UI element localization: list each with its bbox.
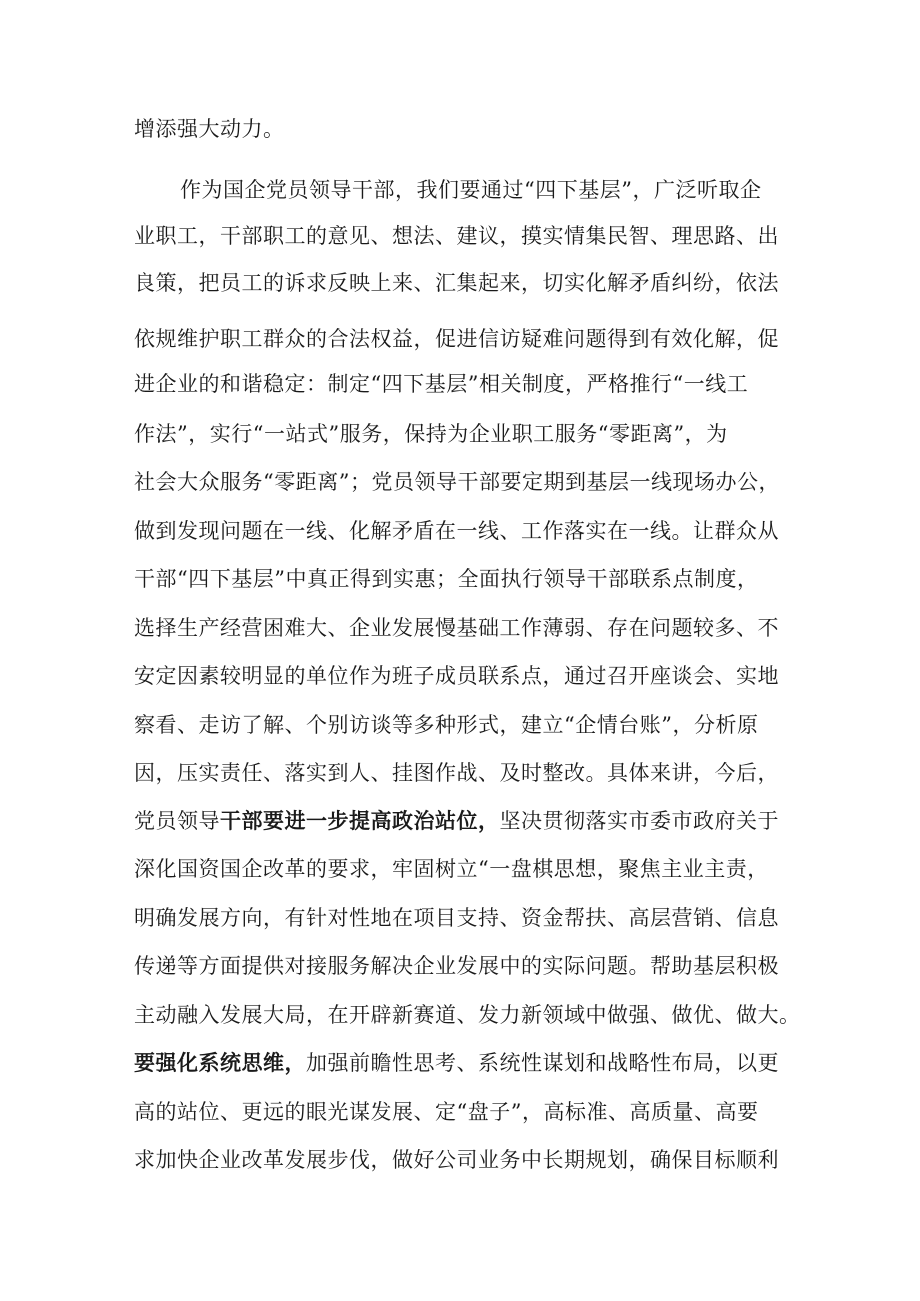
text-line: 良策，把员工的诉求反映上来、汇集起来，切实化解矛盾纠纷，依法	[134, 271, 779, 295]
text-run: 坚决贯彻落实市委市政府关于	[499, 809, 779, 833]
text-line: 安定因素较明显的单位作为班子成员联系点，通过召开座谈会、实地	[134, 664, 779, 688]
text-line: 察看、走访了解、个别访谈等多种形式，建立“企情台账”，分析原	[134, 713, 759, 737]
text-line: 干部“四下基层”中真正得到实惠；全面执行领导干部联系点制度，	[134, 567, 759, 591]
text-line: 业职工，干部职工的意见、想法、建议，摸实情集民智、理思路、出	[134, 224, 779, 248]
text-line: 明确发展方向，有针对性地在项目支持、资金帮扶、高层营销、信息	[134, 906, 779, 930]
text-line: 增添强大动力。	[134, 117, 285, 141]
text-line: 做到发现问题在一线、化解矛盾在一线、工作落实在一线。让群众从	[134, 519, 779, 543]
text-line: 求加快企业改革发展步伐，做好公司业务中长期规划，确保目标顺利	[134, 1148, 779, 1172]
bold-heading-run: 要强化系统思维，	[134, 1051, 306, 1075]
text-line: 进企业的和谐稳定：制定“四下基层”相关制度，严格推行“一线工	[134, 372, 749, 396]
text-line: 深化国资国企改革的要求，牢固树立“一盘棋思想，聚焦主业主责，	[134, 857, 769, 881]
text-line: 依规维护职工群众的合法权益，促进信访疑难问题得到有效化解，促	[134, 327, 779, 351]
text-run: 加强前瞻性思考、系统性谋划和战略性布局，以更	[306, 1051, 779, 1075]
text-line: 传递等方面提供对接服务解决企业发展中的实际问题。帮助基层积极	[134, 954, 779, 978]
text-line: 作法”，实行“一站式”服务，保持为企业职工服务“零距离”，为	[134, 422, 728, 446]
bold-heading-run: 干部要进一步提高政治站位，	[220, 809, 500, 833]
text-line: 高的站位、更远的眼光谋发展、定“盘子”，高标准、高质量、高要	[134, 1100, 759, 1124]
text-line-mixed	[134, 1048, 794, 1078]
text-line: 主动融入发展大局，在开辟新赛道、发力新领域中做强、做优、做大。	[134, 1003, 801, 1027]
text-run: 党员领导	[134, 809, 220, 833]
text-line: 因，压实责任、落实到人、挂图作战、及时整改。具体来讲，今后，	[134, 761, 779, 785]
text-line: 社会大众服务“零距离”；党员领导干部要定期到基层一线现场办公，	[134, 470, 780, 494]
text-line: 选择生产经营困难大、企业发展慢基础工作薄弱、存在问题较多、不	[134, 616, 779, 640]
text-line-mixed	[134, 806, 794, 836]
text-line: 作为国企党员领导干部，我们要通过“四下基层”，广泛听取企	[180, 178, 762, 202]
